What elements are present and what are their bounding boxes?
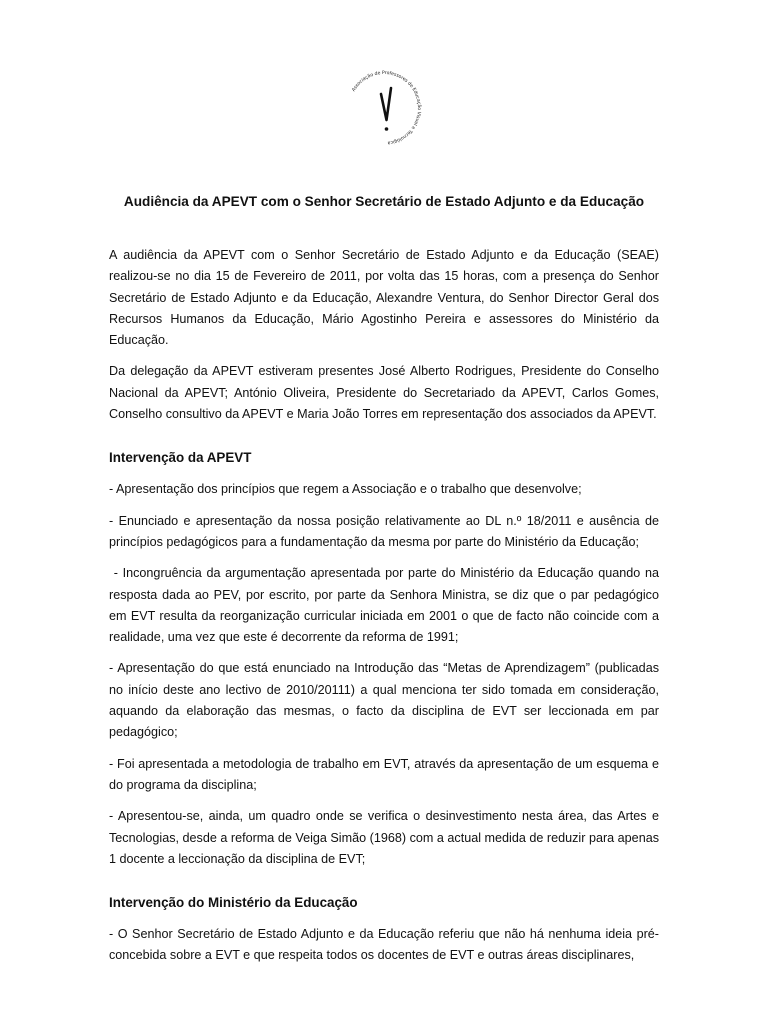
logo-ring-text: Associação de Professores de Educação Visual e Tecnológica xyxy=(351,70,422,145)
document-body xyxy=(109,245,663,977)
section-heading-ministry: Intervenção do Ministério da Educação xyxy=(109,895,358,911)
apevt-logo-icon xyxy=(338,62,430,154)
section-heading-apevt: Intervenção da APEVT xyxy=(109,450,252,466)
intro-paragraph: A audiência da APEVT com o Senhor Secretário de Estado Adjunto e da Educação (SEAE) realizou-se no dia 15 de Fevereiro de 2011, por volta das 15 horas, com a presença do Senhor Secretário de Estado Adjunto e da Educação, Alexandre Ventura, do Senhor Director Geral dos Recursos Humanos da Educação, Mário Agostinho Pereira e assessores do Ministério da Educação. xyxy=(109,248,659,348)
intro-paragraph: Da delegação da APEVT estiveram presentes José Alberto Rodrigues, Presidente do Conselho Nacional da APEVT; António Oliveira, Presidente do Secretariado da APEVT, Carlos Gomes, Conselho consultivo da APEVT e Maria João Torres em representação dos associados da APEVT. xyxy=(109,364,659,422)
list-item: - Apresentação dos princípios que regem a Associação e o trabalho que desenvolve; xyxy=(109,482,582,497)
apevt-logo xyxy=(338,62,430,154)
list-item: - Incongruência da argumentação apresentada por parte do Ministério da Educação quando na resposta dada ao PEV, por escrito, por parte da Senhora Ministra, se diz que o par pedagógico em EVT resulta da reorganização curricular iniciada em 2001 o que de facto não coincide com a realidade, uma vez que este é decorrente da reforma de 1991; xyxy=(109,566,663,645)
list-item: - Apresentou-se, ainda, um quadro onde se verifica o desinvestimento nesta área, das Artes e Tecnologias, desde a reforma de Veiga Simão (1968) com a actual medida de reduzir para apenas 1 docente a leccionação da disciplina de EVT; xyxy=(109,809,659,866)
list-item: - O Senhor Secretário de Estado Adjunto e da Educação referiu que não há nenhuma ideia pré-concebida sobre a EVT e que respeita todos os docentes de EVT e outras áreas disciplinares, xyxy=(109,927,659,963)
list-item: - Enunciado e apresentação da nossa posição relativamente ao DL n.º 18/2011 e ausência de princípios pedagógicos para a fundamentação da mesma por parte do Ministério da Educação; xyxy=(109,513,659,549)
list-item: - Apresentação do que está enunciado na Introdução das “Metas de Aprendizagem” (publicadas no início deste ano lectivo de 2010/20111) a qual menciona ter sido tomada em consideração, aquando da elaboração das mesmas, o facto da disciplina de EVT ser leccionada em par pedagógico; xyxy=(109,661,659,740)
list-item: - Foi apresentada a metodologia de trabalho em EVT, através da apresentação de um esquema e do programa da disciplina; xyxy=(109,756,659,792)
document-title: Audiência da APEVT com o Senhor Secretário de Estado Adjunto e da Educação xyxy=(123,194,645,209)
